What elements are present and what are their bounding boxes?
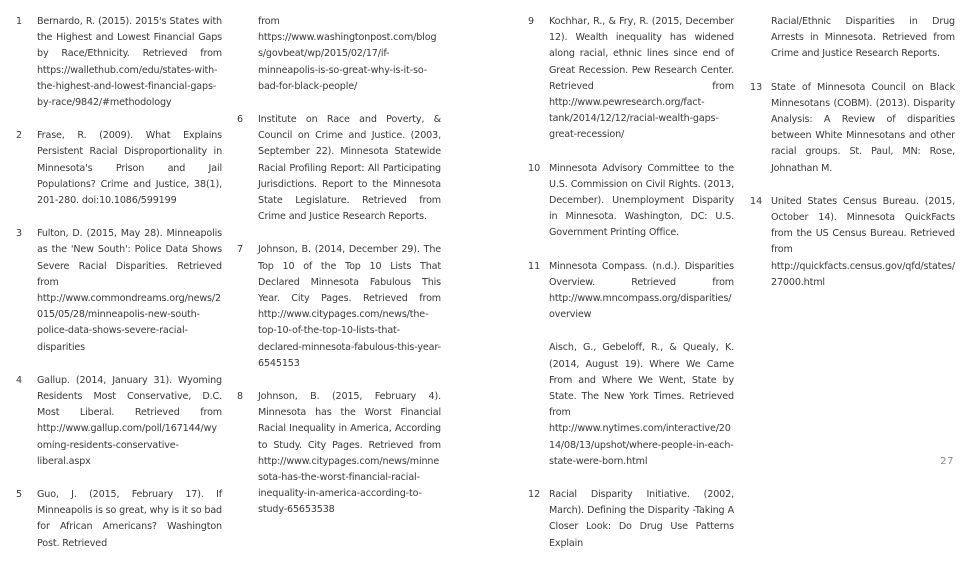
- reference-text: Minnesota Compass. (n.d.). Disparities Overview. Retrieved from http://www.mncompass.org/disparities/overview: [549, 260, 734, 321]
- reference-text: Johnson, B. (2015, February 4). Minnesota has the Worst Financial Racial Inequality in America, According to Study. City Pages. Retrieved from http://www.citypages.com/news/minnesota-has-the-worst-financial-racial-inequality-in-america-according-to-study-65653538: [258, 391, 441, 516]
- reference-number: 5: [16, 489, 23, 501]
- reference-text: Johnson, B. (2014, December 29). The Top 10 of the Top 10 Lists That Declared Minnesota Fabulous This Year. City Pages. Retrieved from http://www.citypages.com/news/the-top-10-of-the-top-10-lists-that-declared-minnesota-fabulous-this-year-6545153: [258, 244, 441, 369]
- reference-entry: [237, 242, 441, 372]
- reference-entry: [750, 14, 955, 63]
- reference-entry: [750, 80, 955, 177]
- references-column-4: [750, 14, 955, 308]
- reference-text: Institute on Race and Poverty, & Council on Crime and Justice. (2003, September 22). Minnesota Statewide Racial Profiling Report: All Participating Jurisdictions. Report to the Minnesota State Legislature. Retrieved from Crime and Justice Research Reports.: [258, 114, 441, 223]
- reference-entry: [16, 14, 222, 111]
- reference-text: United States Census Bureau. (2015, October 14). Minnesota QuickFacts from the US Census Bureau. Retrieved from http://quickfacts.census.gov/qfd/states/27000.html: [771, 195, 955, 288]
- references-column-3: [528, 14, 734, 569]
- reference-number: 12: [528, 489, 541, 501]
- reference-entry: [528, 161, 734, 242]
- reference-number: 4: [16, 374, 23, 386]
- references-column-2: [237, 14, 441, 536]
- reference-text: Aisch, G., Gebeloff, R., & Quealy, K. (2014, August 19). Where We Came From and Where We Went, State by State. The New York Times. Retrieved from http://www.nytimes.com/interactive/2014/08/13/upshot/where-people-in-each-state-were-born.html: [549, 342, 734, 467]
- reference-number: 10: [528, 162, 541, 174]
- reference-text: Kochhar, R., & Fry, R. (2015, December 12). Wealth inequality has widened along racial, ethnic lines since end of Great Recession. Pew Research Center. Retrieved from http://www.pewresearch.org/fact-tank/2014/12/12/racial-wealth-gaps-great-recession/: [549, 16, 734, 141]
- reference-number: 11: [528, 260, 541, 272]
- reference-number: 9: [528, 16, 535, 27]
- reference-text: Guo, J. (2015, February 17). If Minneapolis is so great, why is it so bad for African Americans? Washington Post. Retrieved: [37, 489, 222, 549]
- reference-text: Minnesota Advisory Committee to the U.S. Commission on Civil Rights. (2013, December). Unemployment Disparity in Minnesota. Washington, DC: U.S. Government Printing Office.: [549, 162, 734, 239]
- reference-number: 6: [237, 114, 244, 126]
- reference-text: Racial/Ethnic Disparities in Drug Arrests in Minnesota. Retrieved from Crime and Justice Research Reports.: [771, 16, 955, 60]
- reference-entry: [528, 487, 734, 552]
- reference-text: State of Minnesota Council on Black Minnesotans (COBM). (2013). Disparity Analysis: A Review of disparities between White Minnesotans and other racial groups. St. Paul, MN: Rose, Johnathan M.: [771, 81, 955, 174]
- reference-number: 2: [16, 130, 23, 142]
- reference-entry: [528, 259, 734, 324]
- reference-entry: [750, 194, 955, 291]
- reference-entry: [237, 112, 441, 225]
- page-number: 27: [940, 456, 954, 467]
- reference-entry: [16, 373, 222, 470]
- reference-entry: [237, 14, 441, 95]
- reference-number: 7: [237, 244, 244, 256]
- reference-number: 14: [750, 195, 763, 207]
- reference-text: from https://www.washingtonpost.com/blogs/govbeat/wp/2015/02/17/if-minneapolis-is-so-great-why-is-it-so-bad-for-black-people/: [258, 16, 437, 92]
- reference-number: 1: [16, 16, 23, 27]
- reference-text: Racial Disparity Initiative. (2002, March). Defining the Disparity -Taking A Closer Look: Do Drug Use Patterns Explain: [549, 489, 734, 549]
- reference-number: 3: [16, 228, 23, 240]
- reference-entry: [16, 128, 222, 209]
- reference-text: Frase, R. (2009). What Explains Persistent Racial Disproportionality in Minnesota's Prison and Jail Populations? Crime and Justice, 38(1), 201-280. doi:10.1086/599199: [37, 130, 222, 207]
- reference-entry: [16, 487, 222, 552]
- reference-text: Gallup. (2014, January 31). Wyoming Residents Most Conservative, D.C. Most Liberal. Retrieved from http://www.gallup.com/poll/167144/wyoming-residents-conservative-liberal.aspx: [37, 374, 222, 467]
- reference-entry: [528, 14, 734, 144]
- reference-text: Bernardo, R. (2015). 2015's States with the Highest and Lowest Financial Gaps by Race/Ethnicity. Retrieved from https://wallethub.com/edu/states-with-the-highest-and-lowest-financial-gaps-by-race/9842/#methodology: [37, 16, 222, 109]
- reference-entry: [16, 226, 222, 356]
- reference-entry: [237, 389, 441, 519]
- references-column-1: [16, 14, 222, 569]
- reference-number: 13: [750, 81, 763, 93]
- reference-entry: [528, 340, 734, 470]
- reference-number: 8: [237, 391, 244, 403]
- reference-text: Fulton, D. (2015, May 28). Minneapolis as the 'New South': Police Data Shows Severe Racial Disparities. Retrieved from http://www.commondreams.org/news/2015/05/28/minneapolis-new-south-police-data-shows-severe-racial-disparities: [37, 228, 222, 353]
